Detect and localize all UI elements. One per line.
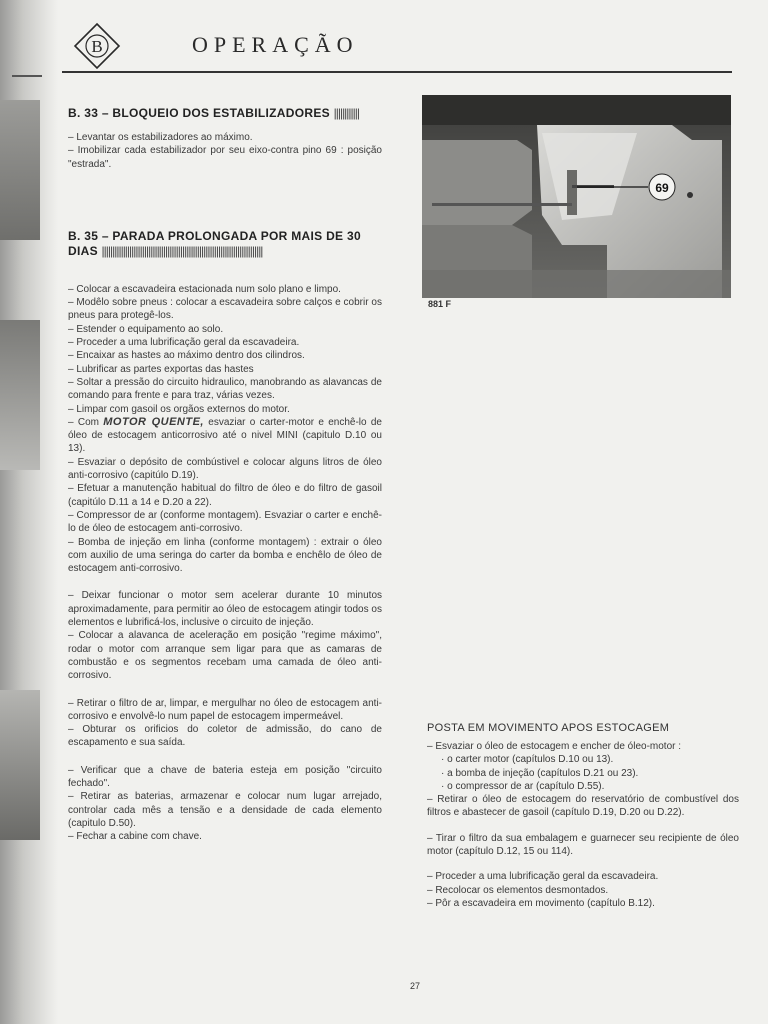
section-heading-b35-text: B. 35 – PARADA PROLONGADA POR MAIS DE 30 DIAS xyxy=(68,228,361,258)
list-item: – Levantar os estabilizadores ao máximo. xyxy=(68,132,253,143)
list-item: – Esvaziar o depósito de combústivel e colocar alguns litros de óleo anti-corrosivo (capitúlo D.19). xyxy=(68,456,382,482)
logo-letter: B xyxy=(91,37,103,56)
list-item: – Retirar o óleo de estocagem do reservatório de combustível dos filtros e abastecer de gasoil (capítulo D.19, D.20 ou D.22). xyxy=(427,794,739,819)
list-item: – Proceder a uma lubrificação geral da escavadeira. xyxy=(427,871,659,883)
list-item: – Limpar com gasoil os orgãos externos do motor. xyxy=(68,403,290,415)
list-item: – Imobilizar cada estabilizador por seu eixo-contra pino 69 : posição "estrada". xyxy=(68,145,382,170)
heading-bars: |||||||||||||||||||||||||||||||||||||||||||||||||||||||||||||||||||||||||||| xyxy=(101,243,263,258)
list-item: – Lubrificar as partes exportas das hastes xyxy=(68,363,254,375)
list-item: – Pôr a escavadeira em movimento (capítulo B.12). xyxy=(427,897,655,909)
motor-quente-item xyxy=(68,416,382,456)
motor-rest: esvaziar o carter-motor e enchê-lo de óleo de estocagem anticorrosivo até o nivel MINI (capitulo D.10 ou 13). xyxy=(68,416,382,455)
list-item: – Proceder a uma lubrificação geral da escavadeira. xyxy=(68,337,300,349)
list-item: – Recolocar os elementos desmontados. xyxy=(427,884,609,896)
list-item: – Verificar que a chave de bateria esteja em posição "circuito fechado". xyxy=(68,764,382,789)
margin-tick xyxy=(12,75,42,77)
list-item: – Retirar as baterias, armazenar e colocar num lugar arrejado, controlar cada mês a tensão e a densidade de cada elemento (capitulo D.50). xyxy=(68,791,382,829)
list-item: – Estender o equipamento ao solo. xyxy=(68,323,224,335)
sub-list-item: · o compressor de ar (capítulo D.55). xyxy=(441,780,605,792)
left-column xyxy=(68,106,382,843)
section-heading-b33-text: B. 33 – BLOQUEIO DOS ESTABILIZADORES xyxy=(68,106,330,120)
list-item: – Tirar o filtro da sua embalagem e guarnecer seu recipiente de óleo motor (capítulo D.12, 15 ou 114). xyxy=(427,832,739,858)
list-item: – Compressor de ar (conforme montagem). Esvaziar o carter e enchê-lo de óleo de estocagem anti-corrosivo. xyxy=(68,509,382,535)
sub-list-item: · a bomba de injeção (capítulos D.21 ou 23). xyxy=(441,767,639,779)
list-item: – Colocar a escavadeira estacionada num solo plano e limpo. xyxy=(68,283,341,295)
list-item: – Fechar a cabine com chave. xyxy=(68,831,202,843)
list-item: – Encaixar as hastes ao máximo dentro dos cilindros. xyxy=(68,350,305,362)
part-callout-label: 69 xyxy=(655,181,669,195)
list-item: – Modêlo sobre pneus : colocar a escavadeira sobre calços e cobrir os pneus para protegê-los. xyxy=(68,297,382,322)
photo-illustration xyxy=(422,95,731,298)
restart-heading: POSTA EM MOVIMENTO APOS ESTOCAGEM xyxy=(427,722,670,734)
section-diamond-logo xyxy=(73,22,121,70)
list-item: – Retirar o filtro de ar, limpar, e mergulhar no óleo de estocagem anti-corrosivo e envolvê-lo num papel de estocagem impermeável. xyxy=(68,697,382,722)
stabilizer-photo xyxy=(422,95,731,298)
list-item: – Colocar a alavanca de aceleração em posição "regime máximo", rodar o motor com arranque sem ligar para que as camaras de combustão e os segmentos recebam uma camada de óleo anti-corrosivo. xyxy=(68,630,382,682)
header-rule xyxy=(62,71,732,73)
section-heading-b33 xyxy=(68,106,382,121)
right-column xyxy=(427,722,739,910)
list-item: – Deixar funcionar o motor sem acelerar durante 10 minutos aproximadamente, para permitir ao óleo de estocagem atingir todos os elementos e lubrificá-los, inclusive o circuito de injeção. xyxy=(68,590,382,629)
heading-bars: |||||||||||| xyxy=(333,106,359,120)
section-heading-b35 xyxy=(68,229,382,259)
sub-list-item: · o carter motor (capítulos D.10 ou 13). xyxy=(441,754,614,766)
photo-caption: 881 F xyxy=(428,299,452,309)
page-title: OPERAÇÃO xyxy=(192,32,359,57)
page-number: 27 xyxy=(410,981,421,991)
list-item: – Efetuar a manutenção habitual do filtro de óleo e do filtro de gasoil (capitúlo D.11 a 14 e D.20 a 22). xyxy=(68,483,382,508)
list-item: – Soltar a pressão do circuito hidraulico, manobrando as alavancas de comando para frente e para traz, várias vezes. xyxy=(68,376,382,402)
list-item: – Obturar os orificios do coletor de admissão, do cano de escapamento e sua saída. xyxy=(68,724,382,749)
motor-prefix: – Com xyxy=(68,416,104,428)
list-item: – Esvaziar o óleo de estocagem e encher de óleo-motor : xyxy=(427,741,682,752)
list-item: – Bomba de injeção em linha (conforme montagem) : extrair o óleo com auxilio de uma seringa do carter da bomba e enchêlo de óleo de estocagem anti-corrosivo. xyxy=(68,536,382,575)
motor-quente-emphasis: MOTOR QUENTE, xyxy=(103,415,204,428)
